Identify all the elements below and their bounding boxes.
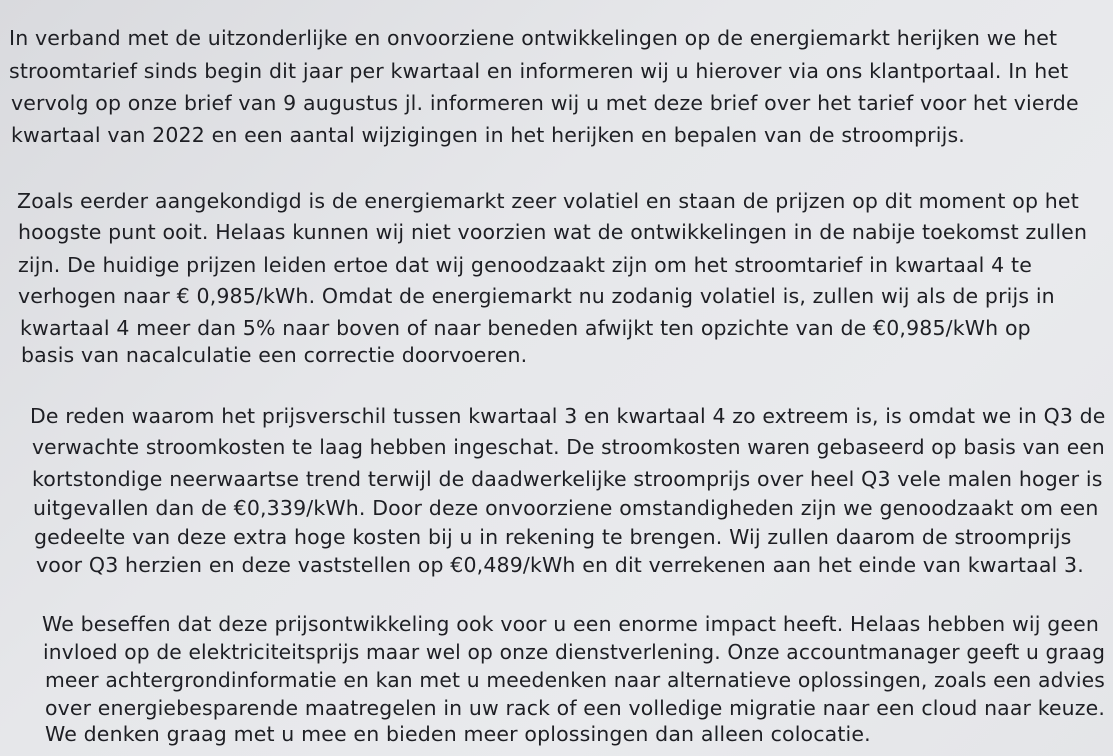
text-line: We beseffen dat deze prijsontwikkeling ook voor u een enorme impact heeft. Helaas hebben wij geen: [42, 612, 1100, 636]
text-line: invloed op de elektriciteitsprijs maar wel op onze dienstverlening. Onze accountmanager geeft u graag: [43, 640, 1106, 664]
text-line: gedeelte van deze extra hoge kosten bij u in rekening te brengen. Wij zullen daarom de stroomprijs: [34, 525, 1072, 549]
text-line: De reden waarom het prijsverschil tussen kwartaal 3 en kwartaal 4 zo extreem is, is omdat we in Q3 de: [30, 404, 1106, 428]
text-line: zijn. De huidige prijzen leiden ertoe dat wij genoodzaakt zijn om het stroomtarief in kwartaal 4 te: [18, 253, 1032, 277]
text-line: uitgevallen dan de €0,339/kWh. Door deze onvoorziene omstandigheden zijn we genoodzaakt om een: [33, 496, 1099, 520]
text-line: verhogen naar € 0,985/kWh. Omdat de energiemarkt nu zodanig volatiel is, zullen wij als de prijs in: [18, 284, 1055, 308]
text-line: kwartaal van 2022 en een aantal wijzigingen in het herijken en bepalen van de stroomprijs.: [11, 123, 965, 147]
text-line: vervolg op onze brief van 9 augustus jl. informeren wij u met deze brief over het tarief voor het vierde: [11, 91, 1079, 115]
text-line: voor Q3 herzien en deze vaststellen op €0,489/kWh en dit verrekenen aan het einde van kwartaal 3.: [36, 553, 1084, 577]
text-line: kortstondige neerwaartse trend terwijl de daadwerkelijke stroomprijs over heel Q3 vele malen hoger is: [32, 467, 1103, 491]
text-line: kwartaal 4 meer dan 5% naar boven of naar beneden afwijkt ten opzichte van de €0,985/kWh op: [20, 316, 1031, 340]
text-line: We denken graag met u mee en bieden meer oplossingen dan alleen colocatie.: [45, 722, 871, 746]
text-line: In verband met de uitzonderlijke en onvoorziene ontwikkelingen op de energiemarkt herijken we het: [9, 26, 1058, 50]
text-line: hoogste punt ooit. Helaas kunnen wij niet voorzien wat de ontwikkelingen in de nabije toekomst zullen: [18, 220, 1088, 244]
text-line: verwachte stroomkosten te laag hebben ingeschat. De stroomkosten waren gebaseerd op basis van een: [32, 435, 1105, 459]
text-line: Zoals eerder aangekondigd is de energiemarkt zeer volatiel en staan de prijzen op dit moment op het: [17, 189, 1079, 213]
text-line: stroomtarief sinds begin dit jaar per kwartaal en informeren wij u hierover via ons klantportaal. In het: [9, 59, 1069, 83]
text-line: over energiebesparende maatregelen in uw rack of een volledige migratie naar een cloud naar keuze.: [45, 696, 1105, 720]
text-line: meer achtergrondinformatie en kan met u meedenken naar alternatieve oplossingen, zoals een advies: [45, 668, 1106, 692]
text-line: basis van nacalculatie een correctie doorvoeren.: [21, 343, 528, 367]
